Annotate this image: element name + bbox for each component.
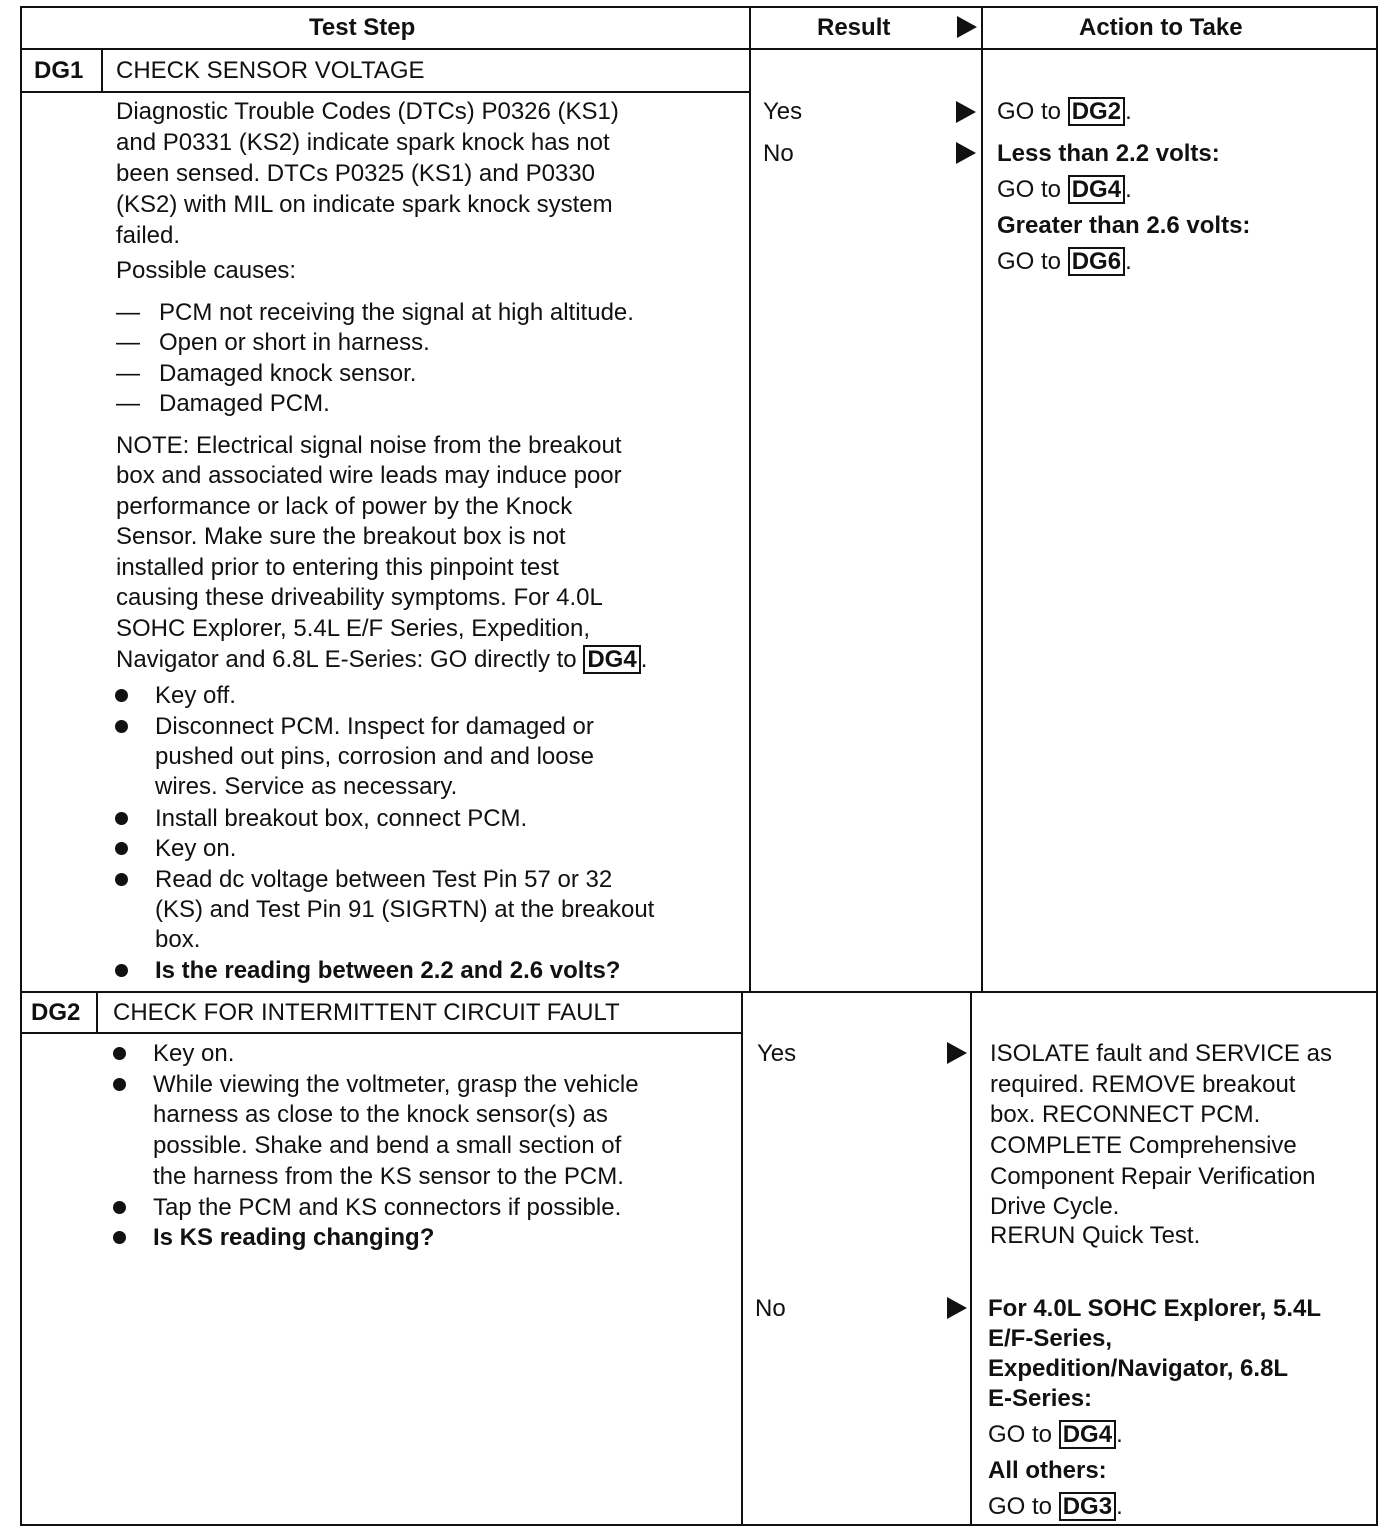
dg2-step: Tap the PCM and KS connectors if possible. <box>153 1194 622 1221</box>
dg3-reference-link[interactable]: DG3 <box>1059 1492 1116 1521</box>
dg2-action-no-label: For 4.0L SOHC Explorer, 5.4L <box>988 1295 1321 1322</box>
header-result: Result <box>817 14 891 41</box>
dg1-action-less-label: Less than 2.2 volts: <box>997 140 1220 167</box>
goto-label: GO to <box>997 176 1062 203</box>
dg2-id-divider <box>96 991 98 1033</box>
dg2-action-no-label: Expedition/Navigator, 6.8L <box>988 1355 1289 1382</box>
dg1-cause: Open or short in harness. <box>159 329 430 356</box>
dg1-note-last-prefix: Navigator and 6.8L E-Series: GO directly to <box>116 646 577 673</box>
header-test-step: Test Step <box>309 14 416 41</box>
dg4-reference-link[interactable]: DG4 <box>583 645 640 674</box>
bullet-icon <box>113 1201 126 1214</box>
dg1-step: Key on. <box>155 835 237 862</box>
dash-icon: — <box>116 360 140 387</box>
dash-icon: — <box>116 390 140 417</box>
bullet-icon <box>113 1231 126 1244</box>
period: . <box>1125 98 1132 125</box>
table-bottom-border <box>20 1524 1378 1526</box>
dg1-id-divider <box>101 48 103 92</box>
dg1-note-last-line <box>116 645 647 676</box>
dg1-possible-causes-label: Possible causes: <box>116 257 297 284</box>
bullet-icon <box>115 689 128 702</box>
col-divider-result-dg2 <box>741 991 743 1526</box>
dg2-step: Key on. <box>153 1040 235 1067</box>
goto-label: GO to <box>997 248 1062 275</box>
table-right-border <box>1376 6 1378 1526</box>
dg2-step: While viewing the voltmeter, grasp the vehicle <box>153 1071 639 1098</box>
dg1-step-cont: wires. Service as necessary. <box>155 773 458 800</box>
dg1-step: Read dc voltage between Test Pin 57 or 32 <box>155 866 613 893</box>
goto-label: GO to <box>988 1421 1053 1448</box>
period: . <box>1116 1421 1123 1448</box>
dash-icon: — <box>116 299 140 326</box>
dg2-step-cont: possible. Shake and bend a small section of <box>153 1132 622 1159</box>
dg1-intro-line: been sensed. DTCs P0325 (KS1) and P0330 <box>116 160 595 187</box>
goto-label: GO to <box>997 98 1062 125</box>
dg2-action-no-label: E/F-Series, <box>988 1325 1113 1352</box>
dg1-cause: Damaged knock sensor. <box>159 360 417 387</box>
dg1-result-no: No <box>763 140 794 167</box>
dash-icon: — <box>116 329 140 356</box>
dg2-step-cont: harness as close to the knock sensor(s) as <box>153 1101 608 1128</box>
dg1-step-cont: pushed out pins, corrosion and and loose <box>155 743 594 770</box>
dg1-action-greater-label: Greater than 2.6 volts: <box>997 212 1251 239</box>
period: . <box>1116 1493 1123 1520</box>
dg1-action-less <box>997 175 1132 206</box>
dg1-action-greater <box>997 247 1132 278</box>
bullet-icon <box>115 842 128 855</box>
dg1-result-yes: Yes <box>763 98 803 125</box>
dg2-step-cont: the harness from the KS sensor to the PCM. <box>153 1163 624 1190</box>
dg1-note-line: Sensor. Make sure the breakout box is not <box>116 523 566 550</box>
dg2-action-others-label: All others: <box>988 1457 1107 1484</box>
period: . <box>1125 248 1132 275</box>
dg1-intro-line: Diagnostic Trouble Codes (DTCs) P0326 (KS1) <box>116 98 619 125</box>
header-divider <box>20 48 1378 50</box>
dg1-note-line: performance or lack of power by the Knock <box>116 493 573 520</box>
dg1-title-divider <box>20 91 751 93</box>
dg6-reference-link[interactable]: DG6 <box>1068 247 1125 276</box>
result-arrow-icon <box>947 1042 967 1064</box>
dg2-reference-link[interactable]: DG2 <box>1068 97 1125 126</box>
dg1-step-cont: (KS) and Test Pin 91 (SIGRTN) at the breakout <box>155 896 655 923</box>
dg1-step: Key off. <box>155 682 236 709</box>
bullet-icon <box>115 812 128 825</box>
bullet-icon <box>115 873 128 886</box>
table-top-border <box>20 6 1378 8</box>
table-left-border <box>20 6 22 1526</box>
dg4-reference-link[interactable]: DG4 <box>1068 175 1125 204</box>
bullet-icon <box>115 964 128 977</box>
dg1-intro-line: failed. <box>116 222 181 249</box>
dg1-action-yes <box>997 97 1132 128</box>
dg1-step: Disconnect PCM. Inspect for damaged or <box>155 713 594 740</box>
col-divider-action-dg1 <box>981 6 983 992</box>
bullet-icon <box>113 1047 126 1060</box>
result-arrow-icon <box>956 101 976 123</box>
dg1-note-line: box and associated wire leads may induce poor <box>116 462 622 489</box>
dg2-action-no-label: E-Series: <box>988 1385 1093 1412</box>
dg1-question: Is the reading between 2.2 and 2.6 volts? <box>155 957 621 984</box>
dg1-cause: PCM not receiving the signal at high altitude. <box>159 299 634 326</box>
dg2-result-yes: Yes <box>757 1040 797 1067</box>
dg4-reference-link[interactable]: DG4 <box>1059 1420 1116 1449</box>
dg1-intro-line: and P0331 (KS2) indicate spark knock has not <box>116 129 610 156</box>
dg2-action-yes-line: ISOLATE fault and SERVICE as <box>990 1040 1332 1067</box>
header-action: Action to Take <box>1079 14 1243 41</box>
dg2-action-no-goto <box>988 1420 1123 1451</box>
dg1-note-line: SOHC Explorer, 5.4L E/F Series, Expedition, <box>116 615 590 642</box>
goto-label: GO to <box>988 1493 1053 1520</box>
dg1-step: Install breakout box, connect PCM. <box>155 805 528 832</box>
dg1-note-line: installed prior to entering this pinpoint test <box>116 554 559 581</box>
dg1-step-cont: box. <box>155 926 201 953</box>
dg2-action-yes-line: Drive Cycle. <box>990 1193 1120 1220</box>
dg-row-separator <box>20 991 1378 993</box>
dg2-action-others-goto <box>988 1492 1123 1523</box>
dg1-id: DG1 <box>34 57 84 84</box>
col-divider-action-dg2 <box>970 991 972 1526</box>
result-arrow-icon <box>956 142 976 164</box>
dg2-action-yes-line: Component Repair Verification <box>990 1163 1316 1190</box>
bullet-icon <box>113 1078 126 1091</box>
dg1-cause: Damaged PCM. <box>159 390 330 417</box>
dg1-intro-line: (KS2) with MIL on indicate spark knock system <box>116 191 613 218</box>
dg2-id: DG2 <box>31 999 81 1026</box>
period: . <box>1125 176 1132 203</box>
dg1-note-line: causing these driveability symptoms. For 4.0L <box>116 584 603 611</box>
col-divider-result-dg1 <box>749 6 751 992</box>
bullet-icon <box>115 720 128 733</box>
period: . <box>640 646 648 673</box>
header-arrow-icon <box>957 16 977 38</box>
dg2-title-divider <box>20 1032 743 1034</box>
dg2-action-yes-line: required. REMOVE breakout <box>990 1071 1296 1098</box>
dg2-title: CHECK FOR INTERMITTENT CIRCUIT FAULT <box>113 999 620 1026</box>
dg1-note-line: NOTE: Electrical signal noise from the breakout <box>116 432 622 459</box>
dg2-question: Is KS reading changing? <box>153 1224 435 1251</box>
dg2-result-no: No <box>755 1295 786 1322</box>
dg1-title: CHECK SENSOR VOLTAGE <box>116 57 425 84</box>
result-arrow-icon <box>947 1297 967 1319</box>
dg2-action-yes-line: RERUN Quick Test. <box>990 1222 1201 1249</box>
dg2-action-yes-line: COMPLETE Comprehensive <box>990 1132 1297 1159</box>
dg2-action-yes-line: box. RECONNECT PCM. <box>990 1101 1261 1128</box>
